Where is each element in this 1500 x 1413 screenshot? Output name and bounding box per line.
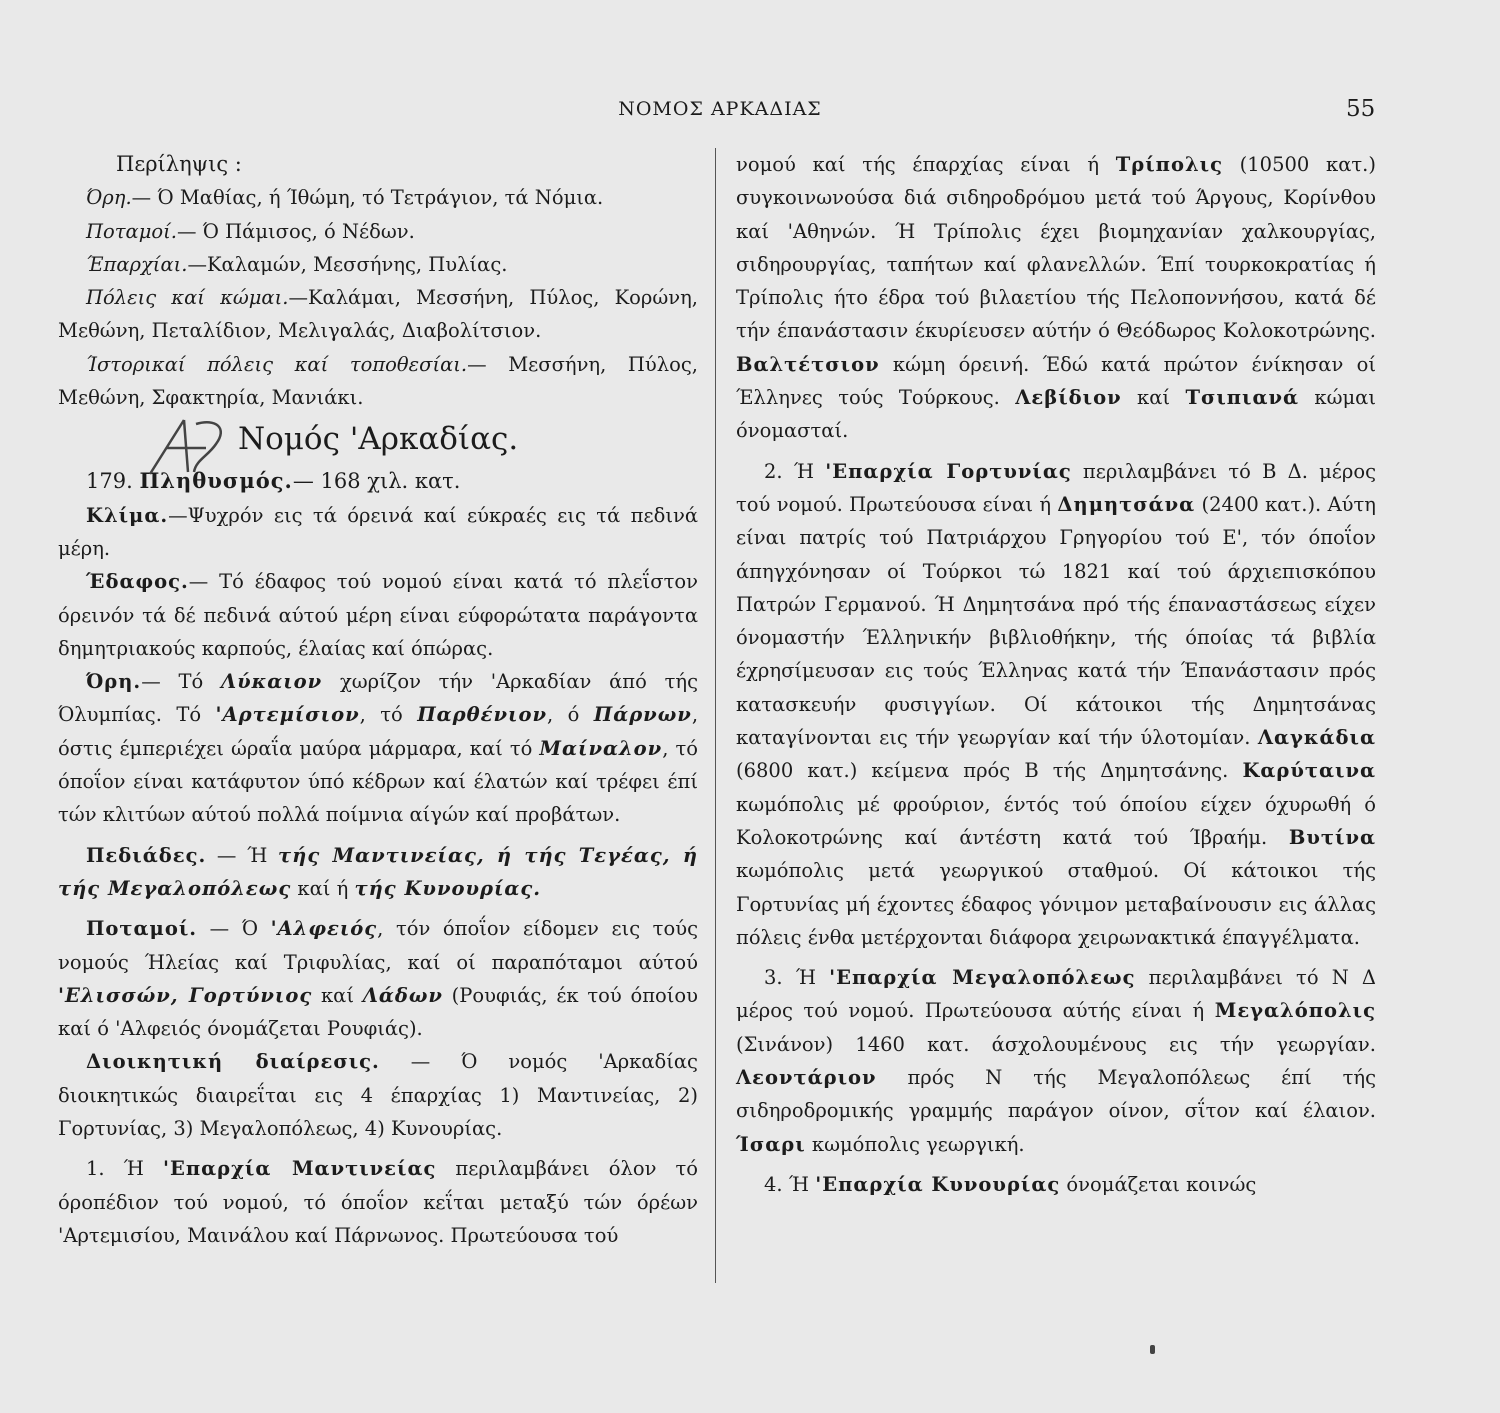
text: —Ψυχρόν εις τά όρεινά καί εύκραές εις τά πεδινά μέρη. xyxy=(58,503,698,560)
label: Πεδιάδες. xyxy=(86,843,207,867)
text: κωμόπολις μετά γεωργικού σταθμού. Οί κάτοικοι τής Γορτυνίας μή έχοντες έδαφος γόνιμον μεταβαίνουσιν εις άλλας πόλεις ένθα μετέρχονται διάφορα χειρωνακτικά έπαγγέλματα. xyxy=(736,859,1376,949)
item-number: 1. Ή xyxy=(86,1157,163,1181)
label: 'Επαρχία Κυνουρίας xyxy=(815,1172,1061,1196)
label: Ίστορικαί πόλεις καί τοποθεσίαι. xyxy=(86,352,468,376)
label: 'Επαρχία Γορτυνίας xyxy=(825,459,1072,483)
summary-rivers xyxy=(58,215,698,248)
item-number: 2. Ή xyxy=(764,459,826,483)
province-kynouria xyxy=(736,1168,1376,1201)
item-number: 3. Ή xyxy=(764,966,830,990)
mountain-name: Μαίναλον xyxy=(539,736,663,760)
text: — Ό xyxy=(197,917,271,941)
plain-name: τής Κυνουρίας. xyxy=(354,876,542,900)
page-number: 55 xyxy=(1346,96,1376,122)
handwritten-mark-icon xyxy=(146,414,240,476)
town-name: Λεβίδιον xyxy=(1015,386,1122,410)
soil xyxy=(58,565,698,665)
right-column xyxy=(736,148,1376,1201)
text: (6800 κατ.) κείμενα πρός Β τής Δημητσάνης. xyxy=(736,759,1243,783)
label: Ποταμοί. xyxy=(86,917,198,941)
text: — Μεσσήνη, Πύλος, Μεθώνη, Σφακτηρία, Μανιάκι. xyxy=(58,352,698,410)
text: χωρίζον τήν 'Αρκαδίαν άπό τής Όλυμπίας. Τό xyxy=(58,670,698,727)
text: περιλαμβάνει όλον τό όροπέδιον τού νομού, τό όποΐον κεΐται μεταξύ τών όρέων 'Αρτεμισίου, Μαινάλου καί Πάρνωνος. Πρωτεύουσα τού xyxy=(58,1157,699,1247)
summary-provinces xyxy=(58,248,698,281)
mountain-name: Παρθένιον xyxy=(417,703,547,727)
text: , ό xyxy=(546,703,594,727)
province-gortynia xyxy=(736,455,1376,954)
column-divider xyxy=(715,148,716,1283)
text: — Ό Μαθίας, ή Ίθώμη, τό Τετράγιον, τά Νόμια. xyxy=(131,186,604,210)
text: κώμη όρεινή. Έδώ κατά πρώτον ένίκησαν οί Έλληνες τούς Τούρκους. xyxy=(736,352,1376,410)
text: νομού καί τής έπαρχίας είναι ή xyxy=(736,153,1116,176)
text: —Καλαμών, Μεσσήνης, Πυλίας. xyxy=(187,252,508,276)
label: Διοικητική διαίρεσις. xyxy=(86,1050,380,1074)
town-name: Βυτίνα xyxy=(1288,825,1376,849)
text: όνομάζεται κοινώς xyxy=(1060,1172,1257,1196)
left-column xyxy=(58,148,698,1252)
town-name: Μεγαλόπολις xyxy=(1214,999,1376,1023)
text: — Τό xyxy=(141,670,221,694)
plains xyxy=(58,839,698,906)
text: περιλαμβάνει τό Ν Δ μέρος τού νομού. Πρωτεύουσα αύτής είναι ή xyxy=(736,966,1376,1023)
text: κωμόπολις μέ φρούριον, έντός τού όποίου είχεν όχυρωθή ό Κολοκοτρώνης καί άντέστη κατά τού Ίβραήμ. xyxy=(736,792,1376,849)
running-title: ΝΟΜΟΣ ΑΡΚΑΔΙΑΣ xyxy=(618,98,822,120)
plain-name: τής Μαντινείας, ή τής Τεγέας, ή τής Μεγαλοπόλεως xyxy=(58,843,698,900)
summary-towns xyxy=(58,281,698,348)
town-name: Καρύταινα xyxy=(1242,759,1376,783)
text: κώμαι όνομασταί. xyxy=(736,386,1376,443)
text: καί xyxy=(312,983,363,1007)
text: , τό xyxy=(359,703,418,727)
label: Έπαρχίαι. xyxy=(86,252,188,276)
text: — Ό Πάμισος, ό Νέδων. xyxy=(176,219,415,243)
town-name: Λαγκάδια xyxy=(1257,726,1376,750)
label: 'Επαρχία Μαντινείας xyxy=(162,1157,437,1181)
label: Πληθυσμός. xyxy=(139,468,293,494)
text: (10500 κατ.) συγκοινωνούσα διά σιδηροδρόμου μετά τού Άργους, Κορίνθου καί 'Αθηνών. Ή Τρίπολις έχει βιομηχανίαν χαλκουργίας, σιδηρουργίας, ταπήτων καί φλανελλών. Έπί τουρκοκρατίας ή Τρίπολις ήτο έδρα τού βιλαετίου τής Πελοποννήσου, κατά δέ τήν έπανάστασιν έκυρίευσεν αύτήν ό Θεόδωρος Κολοκοτρώνης. xyxy=(736,153,1376,343)
text: , τό όποΐον είναι κατάφυτον ύπό κέδρων καί έλατών καί τρέφει έπί τών κλιτύων αύτού πολλά ποίμνια αίγών καί προβάτων. xyxy=(58,736,698,827)
summary-mountains xyxy=(58,181,698,214)
label: Κλίμα. xyxy=(86,503,169,527)
section-number: 179. xyxy=(86,469,133,494)
text: πρός Ν τής Μεγαλοπόλεως έπί τής σιδηροδρομικής γραμμής παράγον οίνον, σΐτον καί έλαιον. xyxy=(736,1066,1376,1123)
mountain-name: 'Αρτεμίσιον xyxy=(215,703,360,727)
label: Πόλεις καί κώμαι. xyxy=(86,286,289,310)
summary-title: Περίληψις : xyxy=(116,152,242,176)
province-megalopolis xyxy=(736,961,1376,1161)
section-heading xyxy=(58,414,698,464)
text: (Ρουφιάς, έκ τού όποίου καί ό 'Αλφειός όνομάζεται Ρουφιάς). xyxy=(58,983,698,1041)
tripolis-paragraph xyxy=(736,148,1376,448)
summary-historic xyxy=(58,348,698,415)
climate xyxy=(58,499,698,566)
text: (2400 κατ.). Αύτη είναι πατρίς τού Πατριάρχου Γρηγορίου τού Ε', τόν όποΐον άπηγχόνησαν οί Τούρκοι τώ 1821 καί τού άρχιεπισκόπου Πατρών Γερμανού. Ή Δημητσάνα πρό τής έπαναστάσεως είχεν όνομαστήν Έλληνικήν βιβλιοθήκην, τής όποίας τά βιβλία έχρησίμευσαν εις τούς Έλληνας κατά τήν Έπανάστασιν πρός κατασκευήν φυσιγγίων. Οί κάτοικοι τής Δημητσάνας καταγίνονται εις τήν γεωργίαν καί τήν ύλοτομίαν. xyxy=(736,492,1376,750)
administrative-division xyxy=(58,1045,698,1145)
town-name: Λεοντάριον xyxy=(736,1066,877,1090)
text: καί ή xyxy=(291,876,355,900)
text: — 168 χιλ. κατ. xyxy=(292,469,461,494)
section-heading-text: Νομός 'Αρκαδίας. xyxy=(238,421,519,458)
text: καί xyxy=(1121,386,1186,410)
rivers xyxy=(58,912,698,1045)
label: 'Επαρχία Μεγαλοπόλεως xyxy=(829,966,1136,990)
text: — Ό νομός 'Αρκαδίας διοικητικώς διαιρεΐται εις 4 έπαρχίας 1) Μαντινείας, 2) Γορτυνίας, 3) Μεγαλοπόλεως, 4) Κυνουρίας. xyxy=(58,1050,698,1141)
text: (Σινάνον) 1460 κατ. άσχολουμένους εις τήν γεωργίαν. xyxy=(736,1032,1376,1056)
label: Όρη. xyxy=(86,186,132,210)
mountain-name: Πάρνων xyxy=(593,703,692,727)
label: Ποταμοί. xyxy=(86,219,177,243)
town-name: Ίσαρι xyxy=(736,1132,806,1156)
item-number: 4. Ή xyxy=(764,1172,816,1196)
province-mantineia xyxy=(58,1152,698,1252)
mountains xyxy=(58,665,698,831)
text: — Τό έδαφος τού νομού είναι κατά τό πλεΐστον όρεινόν τά δέ πεδινά αύτού μέρη είναι εύφορώτατα παράγοντα δημητριακούς καρπούς, έλαίας καί όπώρας. xyxy=(58,570,698,660)
mountain-name: Λύκαιον xyxy=(220,670,323,694)
text: —Καλάμαι, Μεσσήνη, Πύλος, Κορώνη, Μεθώνη, Πεταλίδιον, Μελιγαλάς, Διαβολίτσιον. xyxy=(58,286,698,343)
text: κωμόπολις γεωργική. xyxy=(805,1132,1025,1156)
town-name: Τσιπιανά xyxy=(1185,386,1300,410)
text: — Ή xyxy=(206,843,279,867)
label: Όρη. xyxy=(86,670,142,694)
text: περιλαμβάνει τό Β Δ. μέρος τού νομού. Πρωτεύουσα είναι ή xyxy=(736,459,1377,516)
river-name: 'Αλφειός xyxy=(270,917,378,941)
text: , όστις έμπεριέχει ώραΐα μαύρα μάρμαρα, καί τό xyxy=(58,703,699,760)
river-name: 'Ελισσών, Γορτύνιος xyxy=(58,983,313,1007)
label: Έδαφος. xyxy=(86,570,189,594)
river-name: Λάδων xyxy=(362,983,443,1007)
town-name: Δημητσάνα xyxy=(1057,492,1196,516)
ink-speck xyxy=(1150,1345,1155,1354)
town-name: Τρίπολις xyxy=(1115,153,1223,176)
text: , τόν όποΐον είδομεν εις τούς νομούς Ήλείας καί Τριφυλίας, καί οί παραπόταμοι αύτού xyxy=(58,917,698,974)
town-name: Βαλτέτσιον xyxy=(736,352,880,376)
